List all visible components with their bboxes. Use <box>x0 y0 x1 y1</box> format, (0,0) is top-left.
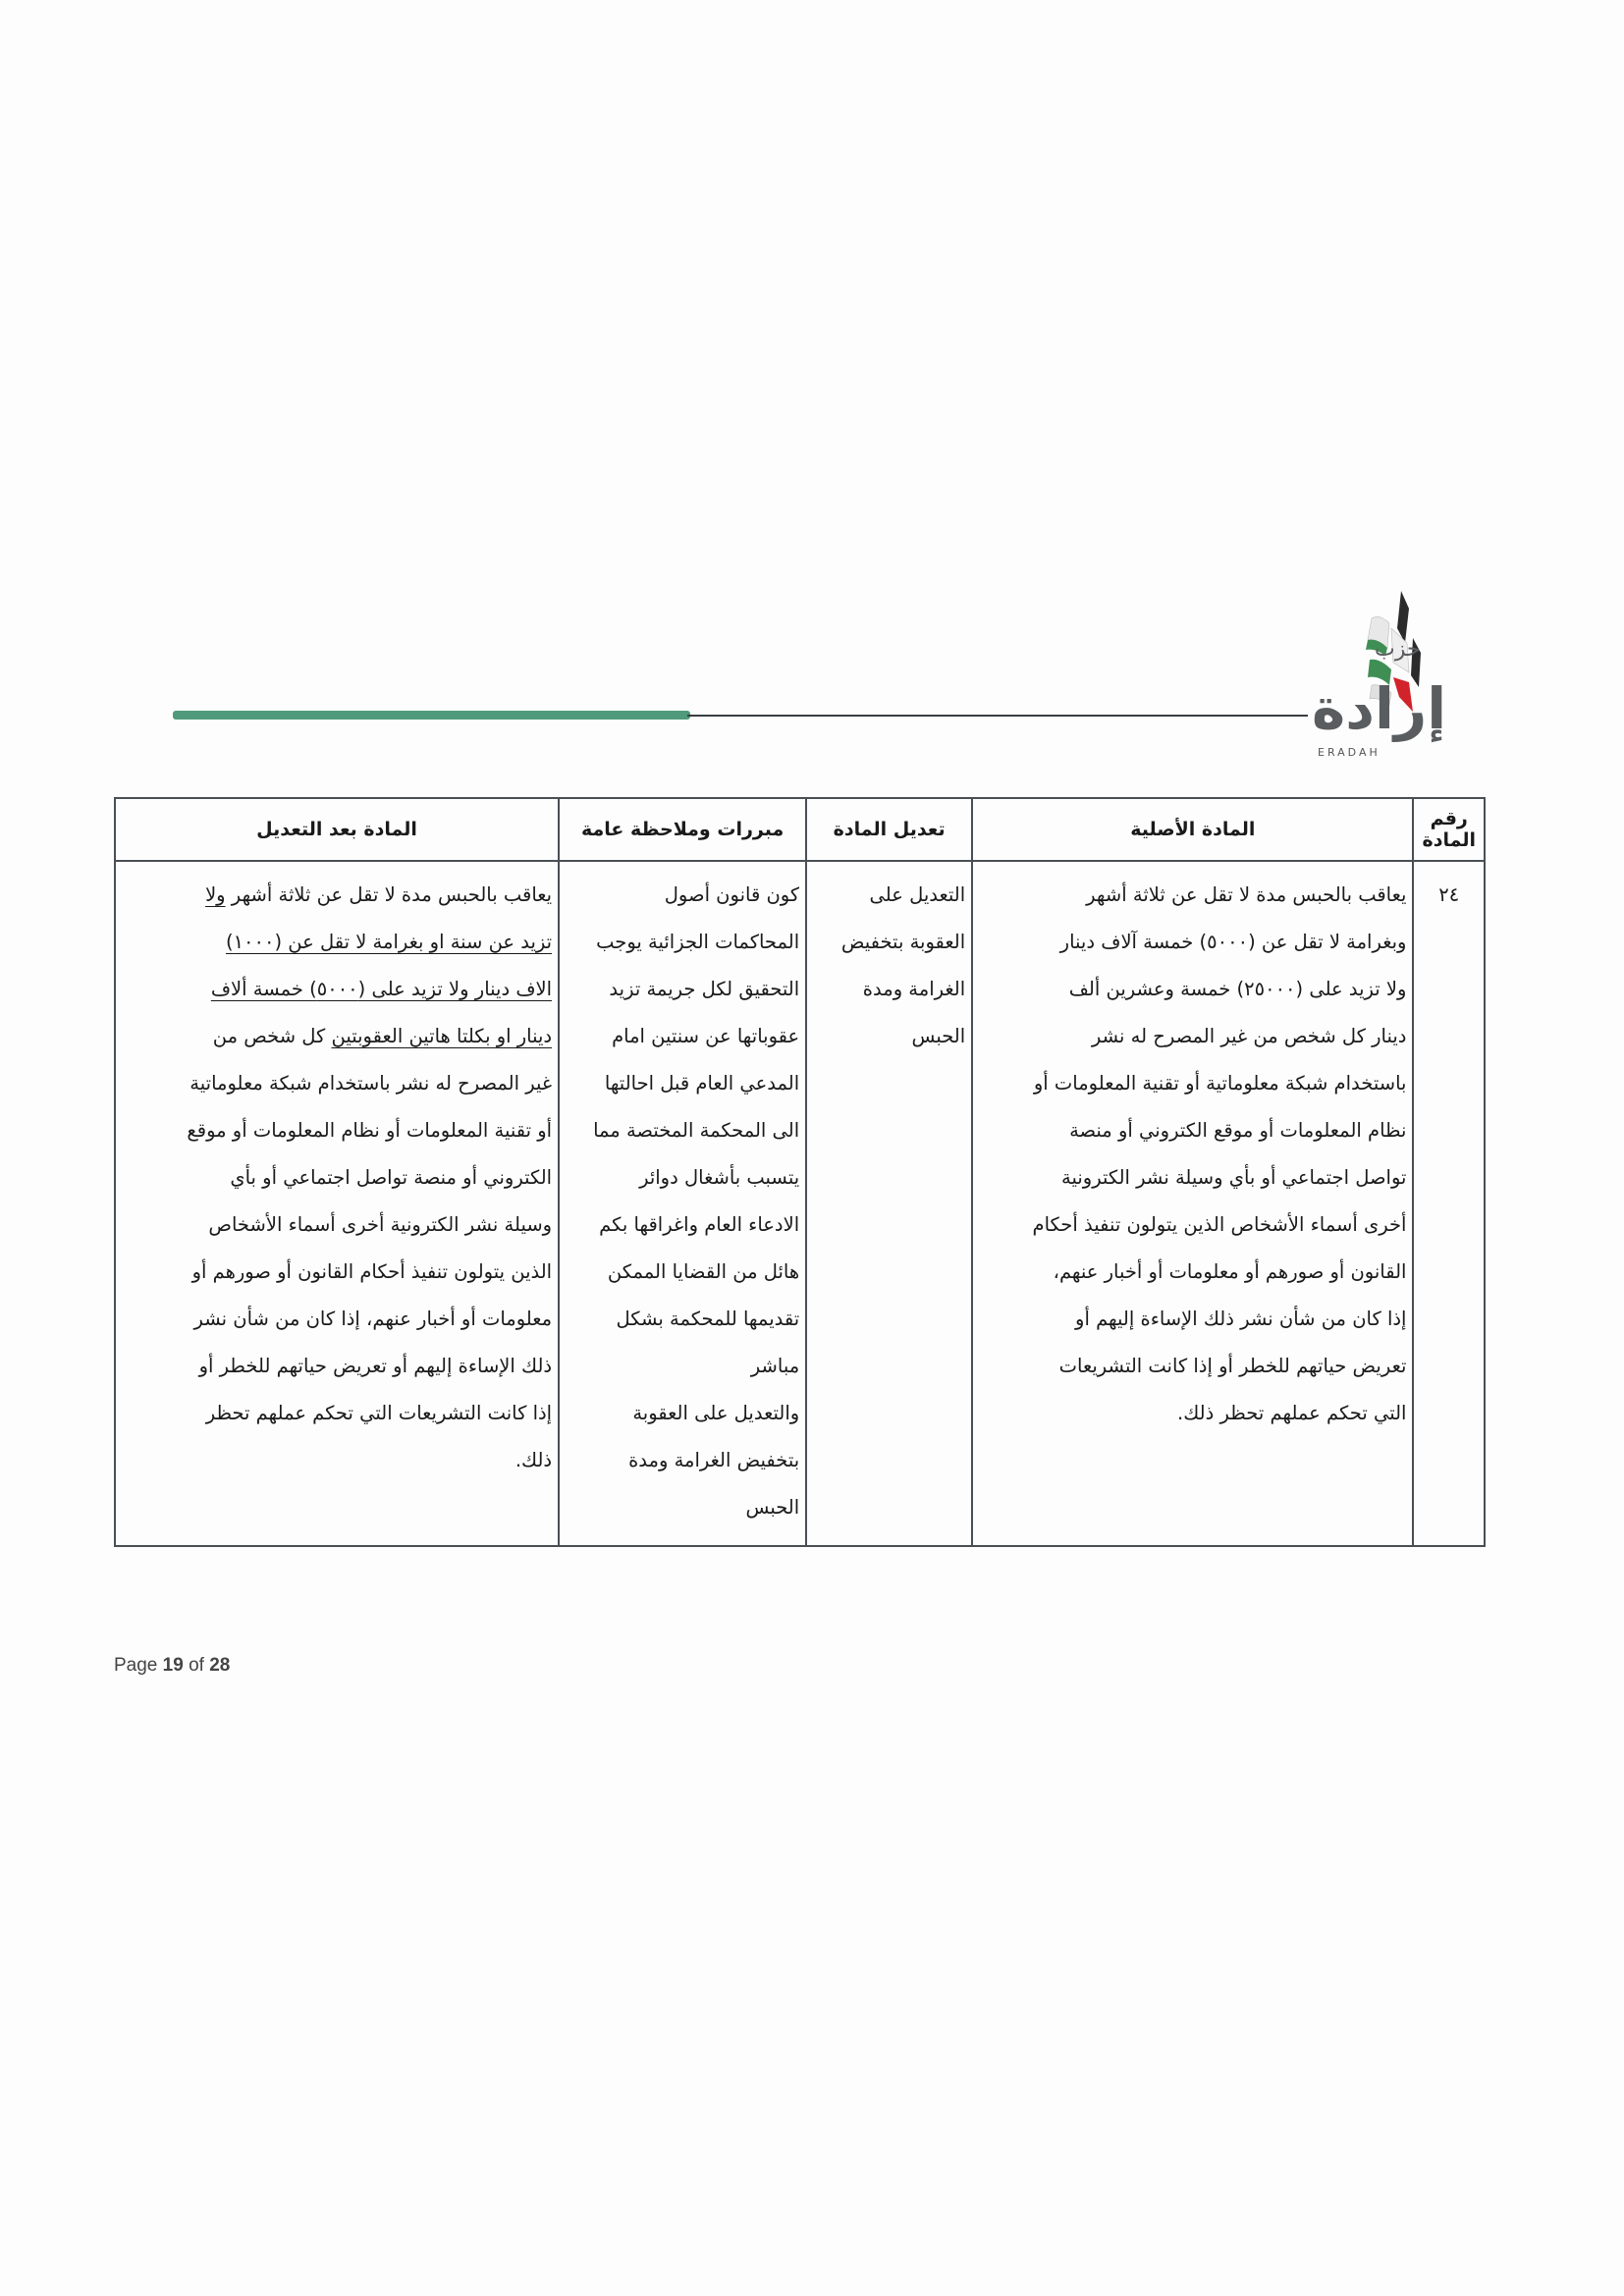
text-segment: غير المصرح له نشر باستخدام شبكة معلوماتية <box>189 1072 553 1095</box>
page-prefix: Page <box>114 1655 158 1676</box>
text-line: دينار كل شخص من غير المصرح له نشر <box>1091 1025 1407 1047</box>
text-line <box>122 1296 552 1343</box>
text-line: بتخفيض الغرامة ومدة <box>628 1449 800 1471</box>
text-line: مباشر <box>750 1355 800 1377</box>
amended-text-underlined: ولا <box>205 883 226 906</box>
text-line <box>122 1201 552 1249</box>
text-line: باستخدام شبكة معلوماتية أو تقنية المعلومات أو <box>1033 1072 1407 1095</box>
amendments-table <box>114 797 1486 1547</box>
text-line: الحبس <box>745 1496 800 1519</box>
header-accent-bar <box>173 711 690 720</box>
text-segment: الكتروني أو منصة تواصل اجتماعي أو بأي <box>230 1166 553 1189</box>
text-segment: كل شخص من <box>212 1025 332 1047</box>
text-line <box>122 1437 552 1484</box>
modification-cell <box>806 861 972 1546</box>
text-line: التحقيق لكل جريمة تزيد <box>609 978 800 1000</box>
text-line <box>122 1013 552 1060</box>
text-line <box>122 1154 552 1201</box>
text-line <box>122 1343 552 1390</box>
text-line: تعريض حياتهم للخطر أو إذا كانت التشريعات <box>1058 1355 1407 1377</box>
text-line: التي تحكم عملهم تحظر ذلك. <box>1177 1402 1407 1424</box>
text-line <box>122 1060 552 1107</box>
text-line: إذا كان من شأن نشر ذلك الإساءة إليهم أو <box>1075 1308 1407 1330</box>
text-segment: إذا كانت التشريعات التي تحكم عملهم تحظر <box>205 1402 553 1424</box>
text-segment: الذين يتولون تنفيذ أحكام القانون أو صورهم أو <box>191 1260 553 1283</box>
text-line <box>122 1249 552 1296</box>
article-number-cell: ٢٤ <box>1413 861 1485 1546</box>
header-divider-line <box>687 715 1308 717</box>
text-line: تقديمها للمحكمة بشكل <box>616 1308 800 1330</box>
justification-cell <box>559 861 806 1546</box>
header-article-modification: تعديل المادة <box>806 798 972 861</box>
text-line <box>122 872 552 919</box>
text-line: وبغرامة لا تقل عن (٥٠٠٠) خمسة آلاف دينار <box>1059 931 1407 953</box>
page-number <box>114 1655 230 1677</box>
table-row <box>115 861 1485 1546</box>
page-of: of <box>189 1655 204 1676</box>
text-line: المحاكمات الجزائية يوجب <box>596 931 800 953</box>
text-line: يعاقب بالحبس مدة لا تقل عن ثلاثة أشهر <box>1086 883 1407 906</box>
amended-text-underlined: تزيد عن سنة او بغرامة لا تقل عن (١٠٠٠) <box>225 931 553 953</box>
text-line: نظام المعلومات أو موقع الكتروني أو منصة <box>1069 1119 1407 1142</box>
original-article-cell <box>972 861 1413 1546</box>
text-segment: معلومات أو أخبار عنهم، إذا كان من شأن نشر <box>193 1308 553 1330</box>
text-line: تواصل اجتماعي أو بأي وسيلة نشر الكترونية <box>1061 1166 1407 1189</box>
text-line <box>122 919 552 966</box>
page-current: 19 <box>162 1655 184 1676</box>
text-line: الغرامة ومدة <box>862 978 966 1000</box>
text-line: المدعي العام قبل احالتها <box>604 1072 800 1095</box>
page-total: 28 <box>209 1655 231 1676</box>
amended-text-underlined: الاف دينار ولا تزيد على (٥٠٠٠) خمسة ألاف <box>210 978 553 1000</box>
table-header-row <box>115 798 1485 861</box>
header-article-number: رقم المادة <box>1413 798 1485 861</box>
text-line: هائل من القضايا الممكن <box>607 1260 800 1283</box>
text-line: عقوباتها عن سنتين امام <box>612 1025 800 1047</box>
text-line: أخرى أسماء الأشخاص الذين يتولون تنفيذ أحكام <box>1032 1213 1407 1236</box>
text-line: كون قانون أصول <box>664 883 800 906</box>
logo-hizb-text: حزب <box>1375 637 1421 662</box>
logo-name-english: ERADAH <box>1318 746 1380 759</box>
text-segment: يعاقب بالحبس مدة لا تقل عن ثلاثة أشهر <box>225 883 553 906</box>
text-line <box>122 1107 552 1154</box>
text-line: الى المحكمة المختصة مما <box>593 1119 800 1142</box>
amended-text-underlined: دينار او بكلتا هاتين العقوبتين <box>331 1025 553 1047</box>
text-segment: ذلك الإساءة إليهم أو تعريض حياتهم للخطر أو <box>198 1355 553 1377</box>
text-line: ولا تزيد على (٢٥٠٠٠) خمسة وعشرين ألف <box>1068 978 1407 1000</box>
text-segment: ذلك. <box>514 1449 553 1471</box>
text-segment: أو تقنية المعلومات أو نظام المعلومات أو موقع <box>187 1119 553 1142</box>
text-segment: وسيلة نشر الكترونية أخرى أسماء الأشخاص <box>208 1213 553 1236</box>
text-line: القانون أو صورهم أو معلومات أو أخبار عنهم، <box>1053 1260 1407 1283</box>
after-amendment-cell <box>115 861 559 1546</box>
text-line <box>122 1390 552 1437</box>
logo-name-arabic: إرادة <box>1312 675 1447 742</box>
header-justifications: مبررات وملاحظة عامة <box>559 798 806 861</box>
text-line: الادعاء العام واغراقها بكم <box>599 1213 800 1236</box>
text-line: يتسبب بأشغال دوائر <box>639 1166 800 1189</box>
text-line: الحبس <box>911 1025 966 1047</box>
header-original-article: المادة الأصلية <box>972 798 1413 861</box>
text-line: التعديل على <box>869 883 966 906</box>
text-line <box>122 966 552 1013</box>
text-line: العقوبة بتخفيض <box>840 931 966 953</box>
header-article-after-amendment: المادة بعد التعديل <box>115 798 559 861</box>
text-line: والتعديل على العقوبة <box>632 1402 800 1424</box>
